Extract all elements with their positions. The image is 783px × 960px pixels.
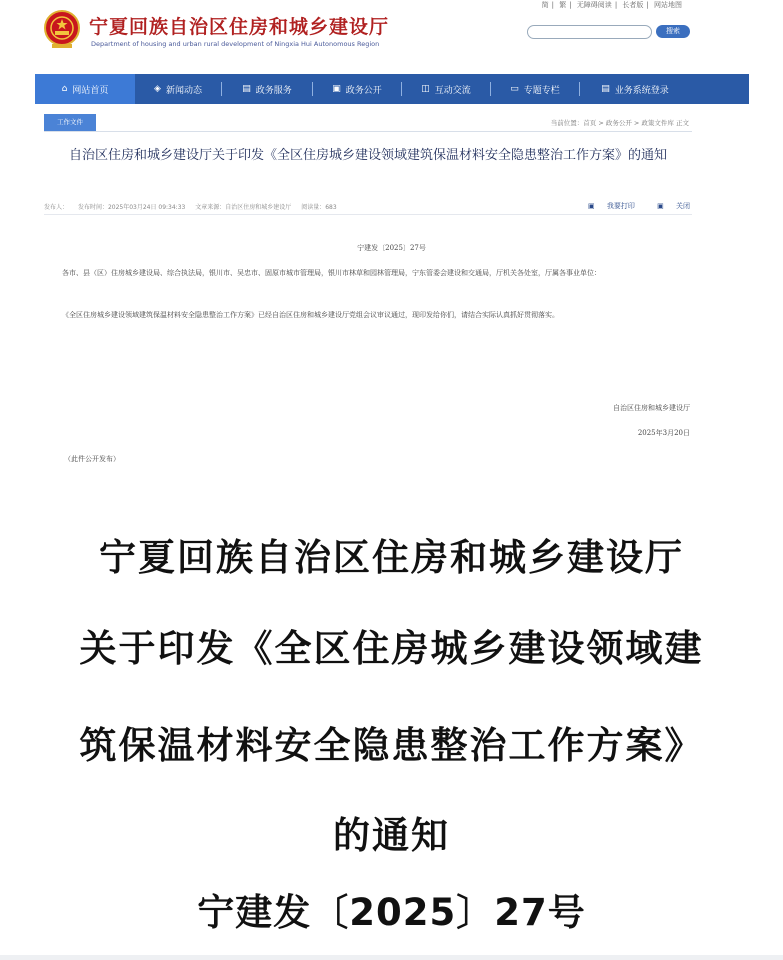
divider [44, 131, 692, 132]
nav-label: 互动交流 [434, 85, 471, 96]
meta-publisher: 发布人： [44, 204, 69, 211]
divider [44, 214, 692, 215]
page-title: 自治区住房和城乡建设厅关于印发《全区住房城乡建设领域建筑保温材料安全隐患整治工作方案》的通知 [68, 148, 667, 163]
home-icon: ⌂ [61, 84, 68, 94]
doc-signature: 自治区住房和城乡建设厅 [613, 404, 690, 412]
meta-views: 阅读量：683 [301, 204, 337, 211]
doc-date: 2025年3月20日 [637, 429, 690, 437]
nav-news[interactable] [135, 74, 221, 104]
bottom-divider [0, 955, 783, 960]
nav-topic[interactable] [491, 74, 579, 104]
nav-login[interactable] [580, 74, 690, 104]
top-links: 简 | 繁 | 无障碍阅读 | 长者版 | 网站地图 [541, 1, 682, 9]
topic-icon: ▭ [510, 84, 519, 94]
breadcrumb: 当前位置：首页 > 政务公开 > 政策文件库 正文 [550, 119, 689, 127]
nav-label: 新闻动态 [165, 85, 202, 96]
caption-line-2: 关于印发《全区住房城乡建设领域建 [79, 627, 704, 670]
close-label: 关闭 [676, 202, 690, 210]
tab-work-files[interactable]: 工作文件 [44, 114, 96, 131]
printer-icon: ▣ [588, 202, 595, 210]
nav-label: 政务公开 [345, 85, 382, 96]
top-link-accessibility[interactable]: 无障碍阅读 [576, 1, 612, 9]
nav-label: 网站首页 [72, 85, 109, 96]
top-link-traditional[interactable]: 繁 [559, 1, 567, 9]
search-button[interactable]: 搜索 [656, 25, 690, 38]
site-title[interactable]: 宁夏回族自治区住房和城乡建设厅 [89, 16, 390, 38]
print-label: 我要打印 [606, 202, 635, 210]
caption-line-5: 宁建发〔2025〕27号 [197, 891, 586, 934]
meta-source: 文章来源：自治区住房和城乡建设厅 [195, 204, 292, 211]
top-link-sitemap[interactable]: 网站地图 [654, 1, 682, 9]
caption-line-3: 筑保温材料安全隐患整治工作方案》 [79, 724, 704, 767]
nav-label: 业务系统登录 [614, 85, 669, 96]
close-button[interactable] [647, 202, 690, 210]
login-icon: ▤ [601, 84, 610, 94]
national-emblem-icon [44, 10, 80, 50]
article-tools [568, 201, 690, 211]
nav-label: 专题专栏 [523, 85, 560, 96]
doc-paragraph-recipients: 各市、县（区）住房城乡建设局、综合执法局，银川市、吴忠市、固原市城市管理局，银川市林草和园林管理局，宁东管委会建设和交通局，厅机关各处室，厅属各事业单位： [62, 269, 601, 277]
doc-note: （此件公开发布） [64, 455, 120, 463]
top-link-simplified[interactable]: 简 [541, 1, 549, 9]
close-icon: ▣ [657, 202, 664, 210]
news-icon: ◈ [154, 84, 161, 94]
caption-line-1: 宁夏回族自治区住房和城乡建设厅 [99, 536, 684, 579]
top-link-elder[interactable]: 长者版 [622, 1, 644, 9]
doc-paragraph-body: 《全区住房城乡建设领域建筑保温材料安全隐患整治工作方案》已经自治区住房和城乡建设厅党组会议审议通过，现印发给你们，请结合实际认真抓好贯彻落实。 [62, 311, 559, 319]
print-button[interactable] [578, 202, 635, 210]
main-nav [35, 74, 749, 104]
caption-line-4: 的通知 [333, 814, 450, 857]
service-icon: ▤ [242, 84, 251, 94]
nav-service[interactable] [222, 74, 312, 104]
article-meta [44, 202, 345, 211]
open-icon: ▣ [332, 84, 341, 94]
nav-home[interactable] [35, 74, 135, 104]
nav-label: 政务服务 [255, 85, 292, 96]
site-subtitle: Department of housing and urban rural development of Ningxia Hui Autonomous Region [91, 40, 380, 48]
search-input[interactable] [527, 25, 652, 39]
nav-interact[interactable] [402, 74, 490, 104]
nav-open[interactable] [313, 74, 401, 104]
doc-number: 宁建发〔2025〕27号 [357, 244, 426, 252]
chat-icon: ◫ [421, 84, 430, 94]
meta-time: 发布时间：2025年03月24日 09:34:33 [77, 204, 186, 211]
